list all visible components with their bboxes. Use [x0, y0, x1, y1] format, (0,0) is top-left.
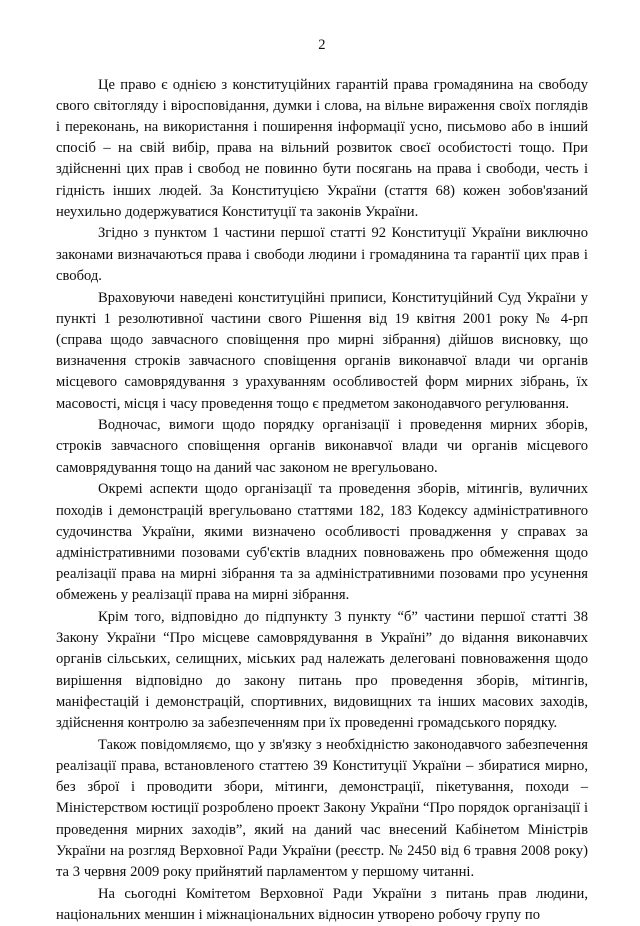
paragraph: Крім того, відповідно до підпункту 3 пункту “б” частини першої статті 38 Закону України “Про місцеве самоврядування в Україні” до відання виконавчих органів сільських, селищних, міських рад належать делеговані повноваження щодо вирішення відповідно до закону питань про проведення зборів, мітингів, маніфестацій і демонстрацій, спортивних, видовищних та інших масових заходів, здійснення контролю за забезпеченням при їх проведенні громадського порядку. — [56, 607, 588, 734]
document-body — [56, 75, 588, 926]
paragraph: Згідно з пунктом 1 частини першої статті 92 Конституції України виключно законами визначаються права і свободи людини і громадянина та гарантії цих прав і свобод. — [56, 223, 588, 287]
paragraph: Водночас, вимоги щодо порядку організації і проведення мирних зборів, строків завчасного сповіщення органів виконавчої влади чи органів місцевого самоврядування тощо на даний час законом не врегульовано. — [56, 415, 588, 479]
paragraph: На сьогодні Комітетом Верховної Ради України з питань прав людини, національних меншин і міжнаціональних відносин утворено робочу групу по — [56, 884, 588, 926]
paragraph: Це право є однією з конституційних гарантій права громадянина на свободу свого світогляду і віросповідання, думки і слова, на вільне вираження своїх поглядів і переконань, на використання і поширення інформації усно, письмово або в інший спосіб – на свій вибір, права на вільний розвиток своєї особистості тощо. При здійсненні цих прав і свобод не повинно бути посягань на права і свободи, честь і гідність інших людей. За Конституцією України (стаття 68) кожен зобов'язаний неухильно додержуватися Конституції та законів України. — [56, 75, 588, 223]
paragraph: Також повідомляємо, що у зв'язку з необхідністю законодавчого забезпечення реалізації права, встановленого статтею 39 Конституції України – збиратися мирно, без зброї і проводити збори, мітинги, демонстрації, пікетування, походи – Міністерством юстиції розроблено проект Закону України “Про порядок організації і проведення мирних заходів”, який на даний час внесений Кабінетом Міністрів України на розгляд Верховної Ради України (реєстр. № 2450 від 6 травня 2008 року) та 3 червня 2009 року прийнятий парламентом у першому читанні. — [56, 735, 588, 883]
page-number: 2 — [56, 38, 588, 53]
paragraph: Враховуючи наведені конституційні приписи, Конституційний Суд України у пункті 1 резолютивної частини свого Рішення від 19 квітня 2001 року № 4-рп (справа щодо завчасного сповіщення про мирні зібрання) дійшов висновку, що визначення строків завчасного сповіщення органів виконавчої влади чи органів місцевого самоврядування з урахуванням особливостей форм мирних зібрань, їх масовості, місця і часу проведення тощо є предметом законодавчого регулювання. — [56, 288, 588, 415]
paragraph: Окремі аспекти щодо організації та проведення зборів, мітингів, вуличних походів і демонстрацій врегульовано статтями 182, 183 Кодексу адміністративного судочинства України, якими визначено особливості провадження у справах за адміністративними позовами суб'єктів владних повноважень про обмеження щодо реалізації права на мирні зібрання та за адміністративними позовами про усунення обмежень у реалізації права на мирні зібрання. — [56, 479, 588, 606]
